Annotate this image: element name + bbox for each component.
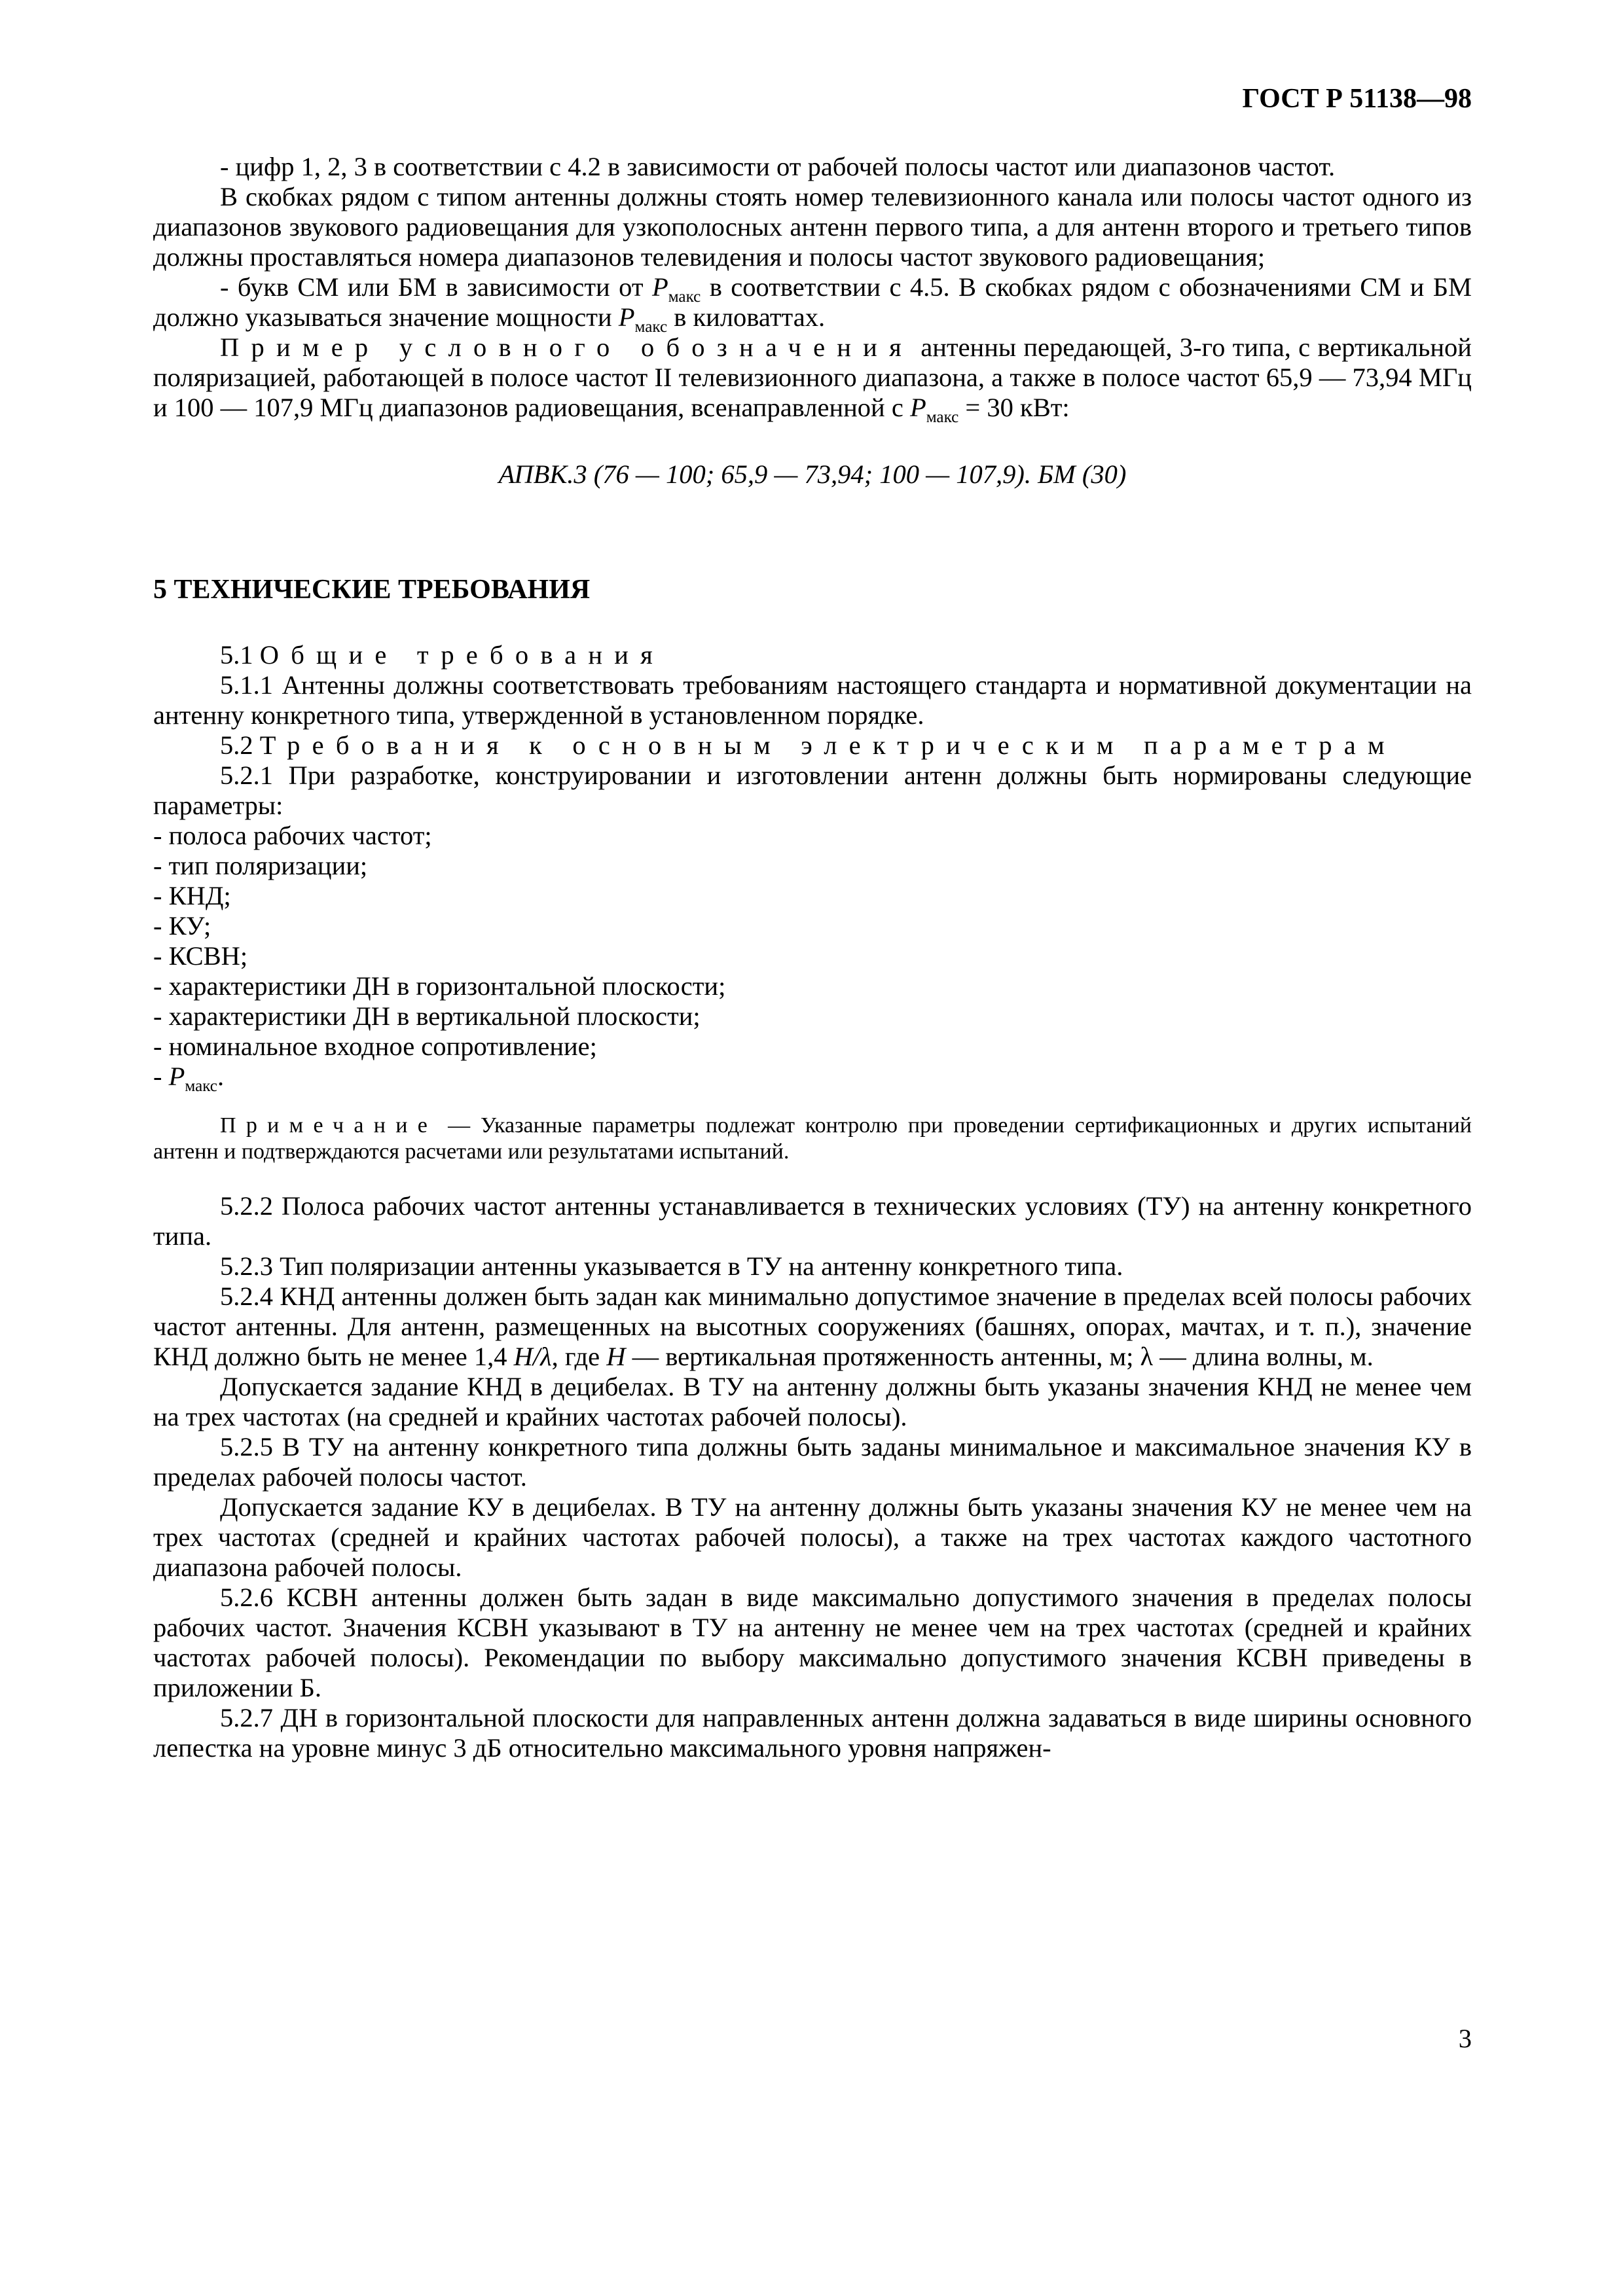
subsection-number: 5.1 [220,640,260,670]
list-item: - номинальное входное сопротивление; [153,1031,597,1061]
power-subscript: макс [634,317,668,336]
clause-5-2-4 [153,1282,1472,1372]
list-item: - КСВН; [153,941,248,971]
power-subscript: макс [185,1077,217,1095]
list-item: - КУ; [153,911,211,941]
power-subscript: макс [926,408,959,426]
parameter-list [153,821,1472,1095]
clause-5-2-3: 5.2.3 Тип поляризации антенны указывается в ТУ на антенну конкретного типа. [220,1251,1123,1281]
formula-inline: H/λ [513,1342,552,1371]
page-number: 3 [1458,2024,1472,2053]
section-title: 5 ТЕХНИЧЕСКИЕ ТРЕБОВАНИЯ [153,575,591,605]
text-fragment: 5.2.4 КНД антенны должен быть задан как минимально допустимое значение в пределах всей полосы рабочих частот антенны. Для антенн, размещенных на высотных сооружениях (башнях, опорах, мачтах, и т. п.), значение КНД должно быть не менее 1,4 [153,1282,1472,1371]
example-formula: АПВК.3 (76 — 100; 65,9 — 73,94; 100 — 107,9). БМ (30) [498,459,1127,489]
clause-5-2-1: 5.2.1 При разработке, конструировании и изготовлении антенн должны быть нормированы следующие параметры: [153,761,1472,820]
power-symbol: P [168,1062,185,1091]
list-item [153,1062,1472,1095]
text-fragment: в соответствии с 4.5. В скобках рядом с обозначениями СМ и БМ должно указываться значение мощности [153,272,1472,332]
text-fragment: , где [551,1342,607,1371]
clause-5-1-1: 5.1.1 Антенны должны соответствовать требованиям настоящего стандарта и нормативной документации на антенну конкретного типа, утвержденной в установленном порядке. [153,670,1472,730]
subsection-title: Требования к основным электрическим параметрам [259,730,1396,760]
subsection-number: 5.2 [220,730,260,760]
list-item: - полоса рабочих частот; [153,821,432,850]
list-item: - характеристики ДН в вертикальной плоскости; [153,1001,701,1031]
subsection-title: Общие требования [259,640,665,670]
clause-5-2-2: 5.2.2 Полоса рабочих частот антенны устанавливается в технических условиях (ТУ) на антенну конкретного типа. [153,1191,1472,1251]
clause-5-2-4-extra: Допускается задание КНД в децибелах. В ТУ на антенну должны быть указаны значения КНД не менее чем на трех частотах (на средней и крайних частотах рабочей полосы). [153,1372,1472,1431]
spacer [153,605,1472,640]
note [153,1113,1472,1165]
text-fragment: = 30 кВт: [958,393,1070,422]
clause-5-2-7: 5.2.7 ДН в горизонтальной плоскости для направленных антенн должна задаваться в виде ширины основного лепестка на уровне минус 3 дБ относительно максимального уровня напряжен- [153,1703,1472,1763]
clause-5-2-6: 5.2.6 КСВН антенны должен быть задан в виде максимально допустимого значения в пределах полосы рабочих частот. Значения КСВН указывают в ТУ на антенну не менее чем на трех частотах (средней и крайних частотах рабочей полосы). Рекомендации по выбору максимально допустимого значения КСВН приведены в приложении Б. [153,1583,1472,1702]
page-body [153,152,1472,1763]
list-item: - характеристики ДН в горизонтальной плоскости; [153,971,726,1001]
clause-5-2-5-extra: Допускается задание КУ в децибелах. В ТУ на антенну должны быть указаны значения КУ не менее чем на трех частотах (средней и крайних частотах рабочей полосы), а также на трех частотах каждого частотного диапазона рабочей полосы. [153,1492,1472,1582]
note-text: — Указанные параметры подлежат контролю при проведении сертификационных и других испытаний антенн и подтверждаются расчетами или результатами испытаний. [153,1113,1472,1164]
paragraph-brackets: В скобках рядом с типом антенны должны стоять номер телевизионного канала или полосы частот одного из диапазонов звукового радиовещания для узкополосных антенн первого типа, а для антенн второго и третьего типов должны проставляться номера диапазонов телевидения и полосы частот звукового радиовещания; [153,182,1472,272]
subsection-5-1 [153,640,1472,670]
power-symbol: P [909,393,926,422]
list-item: - тип поляризации; [153,851,368,880]
document-number: ГОСТ Р 51138—98 [1242,84,1472,114]
power-symbol: P [651,272,668,302]
text-fragment: - букв СМ или БМ в зависимости от [220,272,652,302]
paragraph-example [153,332,1472,426]
power-symbol: P [618,302,635,332]
note-label: Примечание [220,1113,438,1138]
text-fragment: - [153,1062,169,1091]
clause-5-2-5: 5.2.5 В ТУ на антенну конкретного типа должны быть заданы минимальное и максимальное значения КУ в пределах рабочей полосы частот. [153,1432,1472,1492]
subsection-5-2 [153,730,1472,761]
text-fragment: — вертикальная протяженность антенны, м; λ — длина волны, м. [625,1342,1374,1371]
example-label: Пример условного обозначения [220,332,913,362]
power-subscript: макс [668,287,701,306]
text-fragment: . [217,1062,225,1091]
height-symbol: H [606,1342,626,1371]
paragraph-letters [153,272,1472,336]
paragraph-digits: - цифр 1, 2, 3 в соответствии с 4.2 в зависимости от рабочей полосы частот или диапазонов частот. [220,152,1336,181]
list-item: - КНД; [153,881,231,910]
text-fragment: антенны передающей, 3-го типа, с вертикальной поляризацией, работающей в полосе частот II телевизионного диапазона, а также в полосе частот 65,9 — 73,94 МГц и 100 — 107,9 МГц диапазонов радиовещания, всенаправленной с [153,332,1472,422]
text-fragment: в киловаттах. [667,302,826,332]
